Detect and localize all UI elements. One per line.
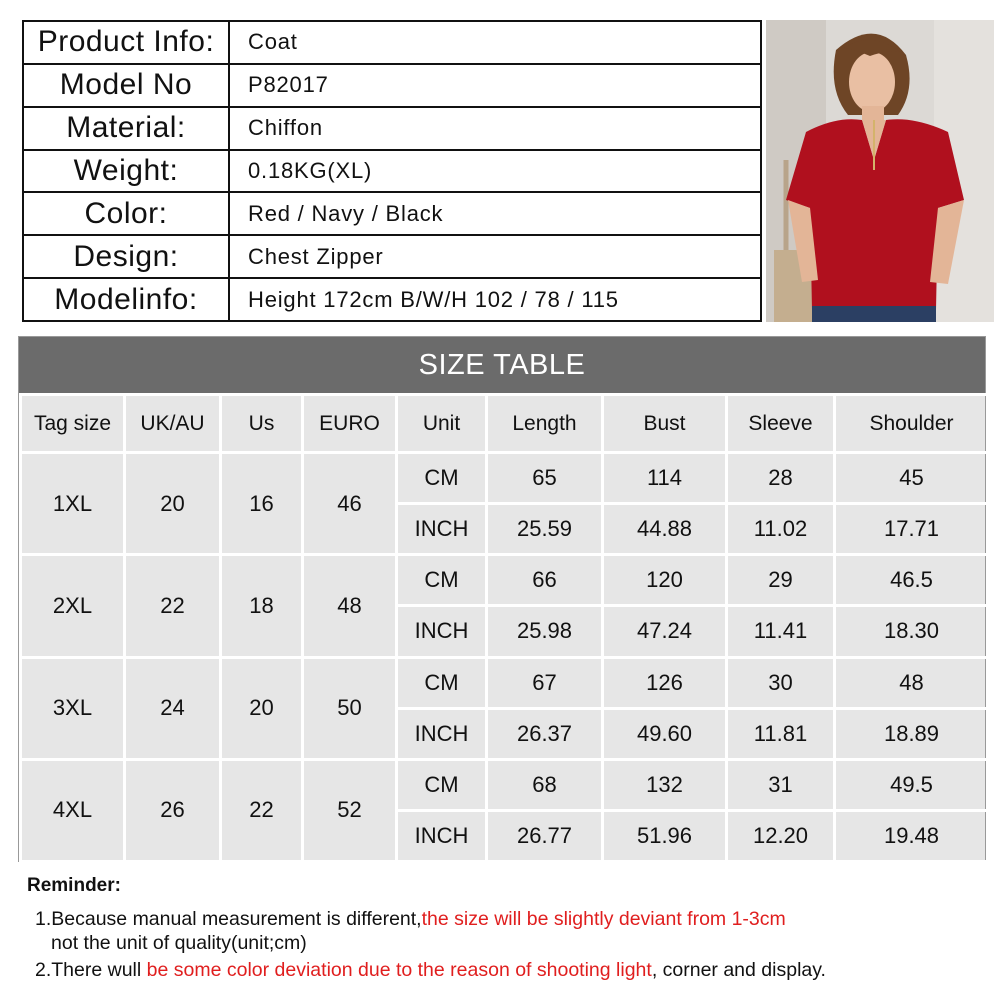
unit-cell: CM — [397, 453, 487, 504]
us-cell: 18 — [221, 555, 303, 657]
euro-cell: 50 — [303, 657, 397, 759]
sleeve-cell: 29 — [727, 555, 835, 606]
info-row-modelinfo — [23, 278, 761, 321]
info-key: Product Info: — [23, 21, 229, 64]
table-row — [21, 759, 989, 810]
sleeve-cell: 28 — [727, 453, 835, 504]
unit-cell: INCH — [397, 810, 487, 861]
reminder-title: Reminder: — [27, 875, 121, 896]
bust-cell: 120 — [603, 555, 727, 606]
info-value: Chest Zipper — [229, 235, 761, 278]
model-photo-illustration — [766, 20, 994, 322]
uk-au-cell: 22 — [125, 555, 221, 657]
info-key: Design: — [23, 235, 229, 278]
unit-cell: INCH — [397, 708, 487, 759]
reminder-line-1 — [27, 907, 987, 931]
shoulder-cell: 49.5 — [835, 759, 989, 810]
col-header-length: Length — [487, 395, 603, 453]
length-cell: 25.98 — [487, 606, 603, 657]
info-value: Chiffon — [229, 107, 761, 150]
info-row-product — [23, 21, 761, 64]
shoulder-cell: 45 — [835, 453, 989, 504]
uk-au-cell: 26 — [125, 759, 221, 861]
shoulder-cell: 19.48 — [835, 810, 989, 861]
bust-cell: 44.88 — [603, 504, 727, 555]
col-header-us: Us — [221, 395, 303, 453]
info-row-weight — [23, 150, 761, 193]
col-header-sleeve: Sleeve — [727, 395, 835, 453]
bust-cell: 49.60 — [603, 708, 727, 759]
info-key: Color: — [23, 192, 229, 235]
shoulder-cell: 46.5 — [835, 555, 989, 606]
shoulder-cell: 18.30 — [835, 606, 989, 657]
us-cell: 22 — [221, 759, 303, 861]
length-cell: 68 — [487, 759, 603, 810]
info-key: Material: — [23, 107, 229, 150]
reminder-line-2-text: 2.There wull — [35, 959, 147, 981]
euro-cell: 52 — [303, 759, 397, 861]
tag-size-cell: 4XL — [21, 759, 125, 861]
length-cell: 26.77 — [487, 810, 603, 861]
product-info-table — [22, 20, 762, 322]
info-row-color — [23, 192, 761, 235]
unit-cell: INCH — [397, 504, 487, 555]
info-value: Height 172cm B/W/H 102 / 78 / 115 — [229, 278, 761, 321]
size-table — [19, 393, 990, 863]
table-row — [21, 453, 989, 504]
euro-cell: 46 — [303, 453, 397, 555]
table-row — [21, 657, 989, 708]
info-key: Model No — [23, 64, 229, 107]
info-value: Coat — [229, 21, 761, 64]
col-header-uk-au: UK/AU — [125, 395, 221, 453]
unit-cell: INCH — [397, 606, 487, 657]
col-header-euro: EURO — [303, 395, 397, 453]
info-value: P82017 — [229, 64, 761, 107]
unit-cell: CM — [397, 657, 487, 708]
sleeve-cell: 11.02 — [727, 504, 835, 555]
info-row-material — [23, 107, 761, 150]
bust-cell: 51.96 — [603, 810, 727, 861]
sleeve-cell: 11.41 — [727, 606, 835, 657]
us-cell: 20 — [221, 657, 303, 759]
col-header-bust: Bust — [603, 395, 727, 453]
model-photo — [766, 20, 994, 322]
reminder-section — [27, 875, 987, 982]
sleeve-cell: 11.81 — [727, 708, 835, 759]
info-row-design — [23, 235, 761, 278]
col-header-tag-size: Tag size — [21, 395, 125, 453]
bust-cell: 47.24 — [603, 606, 727, 657]
uk-au-cell: 20 — [125, 453, 221, 555]
sleeve-cell: 12.20 — [727, 810, 835, 861]
shoulder-cell: 48 — [835, 657, 989, 708]
col-header-shoulder: Shoulder — [835, 395, 989, 453]
info-value: Red / Navy / Black — [229, 192, 761, 235]
info-key: Weight: — [23, 150, 229, 193]
table-row — [21, 555, 989, 606]
size-table-title: SIZE TABLE — [19, 337, 985, 393]
bust-cell: 132 — [603, 759, 727, 810]
reminder-line-1-highlight: the size will be slightly deviant from 1-3cm — [421, 908, 786, 930]
euro-cell: 48 — [303, 555, 397, 657]
length-cell: 26.37 — [487, 708, 603, 759]
info-key: Modelinfo: — [23, 278, 229, 321]
reminder-line-2 — [27, 958, 987, 982]
shoulder-cell: 18.89 — [835, 708, 989, 759]
info-value: 0.18KG(XL) — [229, 150, 761, 193]
length-cell: 25.59 — [487, 504, 603, 555]
size-table-header-row — [21, 395, 989, 453]
sleeve-cell: 31 — [727, 759, 835, 810]
unit-cell: CM — [397, 555, 487, 606]
length-cell: 67 — [487, 657, 603, 708]
reminder-line-1-continued: not the unit of quality(unit;cm) — [51, 932, 307, 954]
unit-cell: CM — [397, 759, 487, 810]
size-table-panel — [18, 336, 986, 862]
bust-cell: 114 — [603, 453, 727, 504]
shoulder-cell: 17.71 — [835, 504, 989, 555]
length-cell: 65 — [487, 453, 603, 504]
reminder-line-1-text: 1.Because manual measurement is different, — [35, 908, 422, 930]
us-cell: 16 — [221, 453, 303, 555]
tag-size-cell: 1XL — [21, 453, 125, 555]
bust-cell: 126 — [603, 657, 727, 708]
info-row-model — [23, 64, 761, 107]
tag-size-cell: 3XL — [21, 657, 125, 759]
length-cell: 66 — [487, 555, 603, 606]
tag-size-cell: 2XL — [21, 555, 125, 657]
sleeve-cell: 30 — [727, 657, 835, 708]
reminder-line-2-highlight: be some color deviation due to the reason of shooting light — [146, 959, 652, 981]
uk-au-cell: 24 — [125, 657, 221, 759]
reminder-line-2-tail: , corner and display. — [651, 959, 826, 981]
col-header-unit: Unit — [397, 395, 487, 453]
